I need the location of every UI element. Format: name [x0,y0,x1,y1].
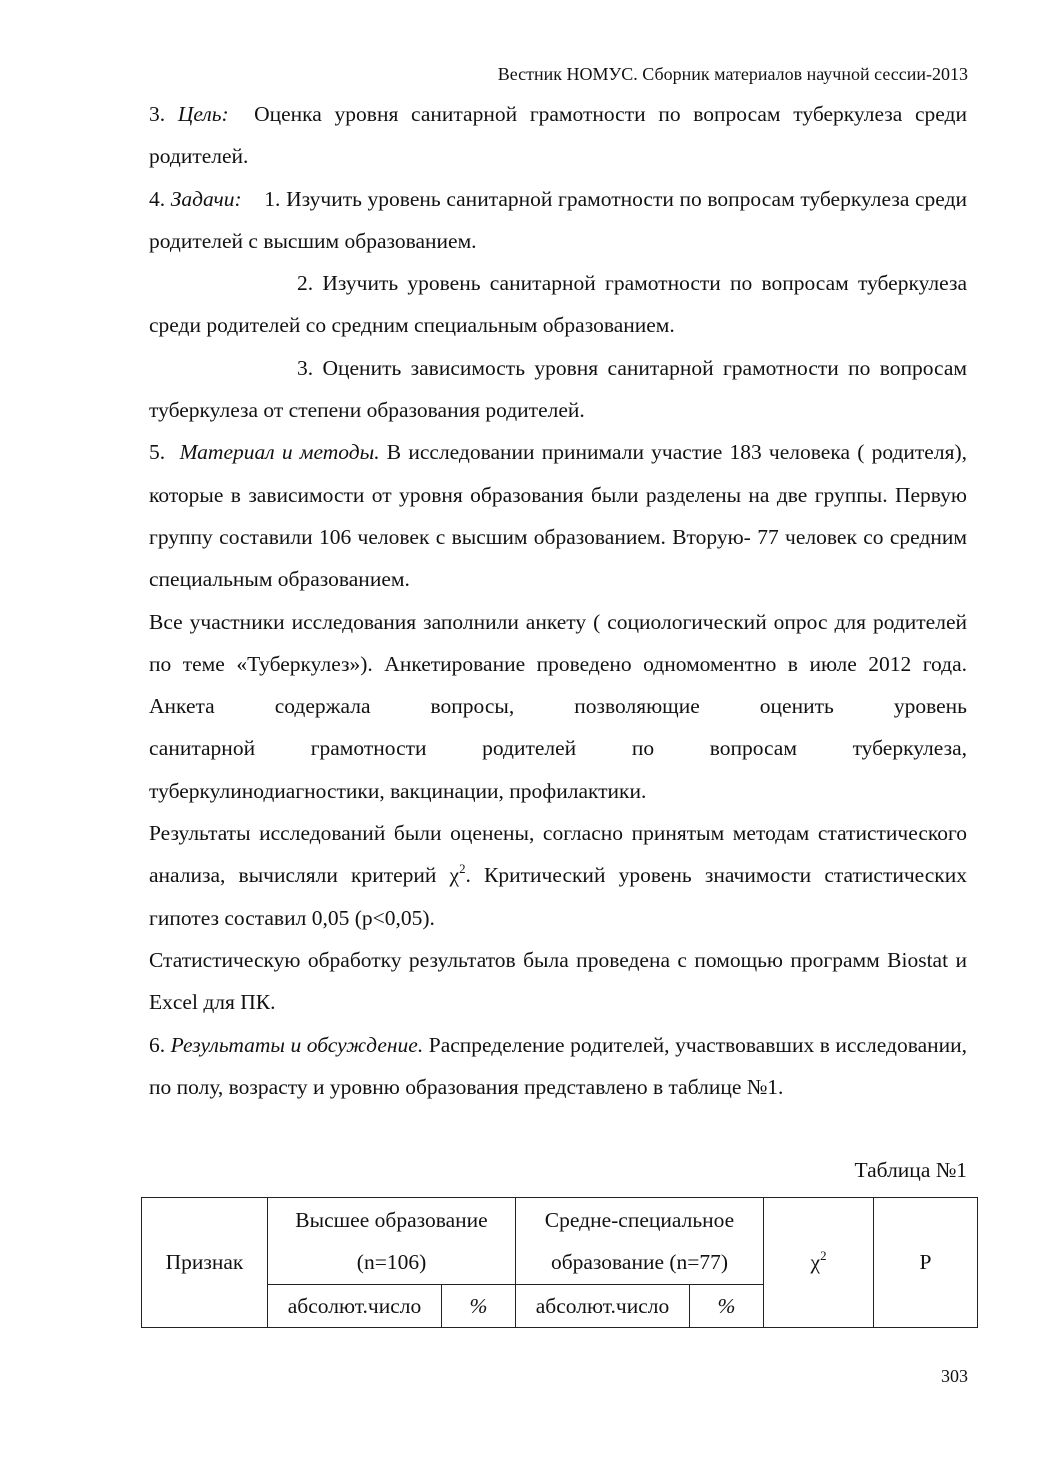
header-p: Р [874,1198,978,1328]
header-chi-square [764,1198,874,1328]
statistics-paragraph [149,812,967,939]
demographics-table [141,1197,978,1328]
goal-label: Цель: [177,102,229,126]
results-number: 6. [149,1032,166,1057]
tasks-label: Задачи: [170,186,242,211]
methods-paragraph [149,431,967,600]
page-number: 303 [941,1366,968,1386]
header-secondary-education: Средне-специальное образование (n=77) [516,1198,764,1285]
task-item-3: 3. Оценить зависимость уровня санитарной грамотности по вопросам туберкулеза от степени образования родителей. [149,355,967,423]
tasks-paragraph [149,178,967,263]
tasks-number: 4. [149,186,166,211]
statistics-text-a: Результаты исследований были оценены, согласно принятым методам статистического анализа, вычисляли критерий χ [149,821,967,888]
subheader-percent-higher: % [442,1285,516,1328]
goal-text: Оценка уровня санитарной грамотности по вопросам туберкулеза среди родителей. [149,102,967,169]
goal-number: 3. [149,102,166,126]
results-paragraph [149,1024,967,1109]
subheader-percent-secondary: % [690,1285,764,1328]
statistics-text-b: . Критический уровень значимости статистических гипотез составил 0,05 (p<0,05). [149,863,967,930]
chi-square-superscript: 2 [459,861,466,876]
header-feature: Признак [142,1198,268,1328]
table-caption: Таблица №1 [854,1158,967,1182]
chi-header-superscript: 2 [820,1248,827,1263]
article-body [149,93,967,1108]
survey-paragraph-1: Все участники исследования заполнили анкету ( социологический опрос для родителей по теме «Туберкулез»). Анкетирование проведено одномоментно в июле 2012 года. Анкета содержала вопросы, позволяющие оценить уровень [149,609,967,719]
results-text: Распределение родителей, участвовавших в исследовании, по полу, возрасту и уровню образования представлено в таблице №1. [149,1032,968,1099]
goal-paragraph [149,93,967,178]
results-label: Результаты и обсуждение. [170,1032,424,1057]
chi-symbol: χ [810,1250,821,1274]
survey-paragraph-3: туберкулинодиагностики, вакцинации, профилактики. [149,778,647,803]
task-item-1: 1. Изучить уровень санитарной грамотности по вопросам туберкулеза среди родителей с высшим образованием. [149,186,968,253]
methods-text: В исследовании принимали участие 183 человека ( родителя), которые в зависимости от уровня образования были разделены на две группы. Первую группу составили 106 человек с высшим образованием. Вторую- 77 человек со средним специальным образованием. [149,440,968,592]
running-header: Вестник НОМУС. Сборник материалов научной сессии-2013 [497,64,968,84]
subheader-abs-number-higher: абсолют.число [268,1285,442,1328]
software-paragraph: Статистическую обработку результатов была проведена с помощью программ Biostat и Excel для ПК. [149,947,967,1015]
task-item-2: 2. Изучить уровень санитарной грамотности по вопросам туберкулеза среди родителей со средним специальным образованием. [149,271,967,338]
survey-paragraph-2: санитарной грамотности родителей по вопросам туберкулеза, [149,736,967,761]
methods-number: 5. [149,440,166,465]
methods-label: Материал и методы. [179,440,380,465]
subheader-abs-number-secondary: абсолют.число [516,1285,690,1328]
table-header-row [142,1198,978,1285]
header-higher-education: Высшее образование (n=106) [268,1198,516,1285]
